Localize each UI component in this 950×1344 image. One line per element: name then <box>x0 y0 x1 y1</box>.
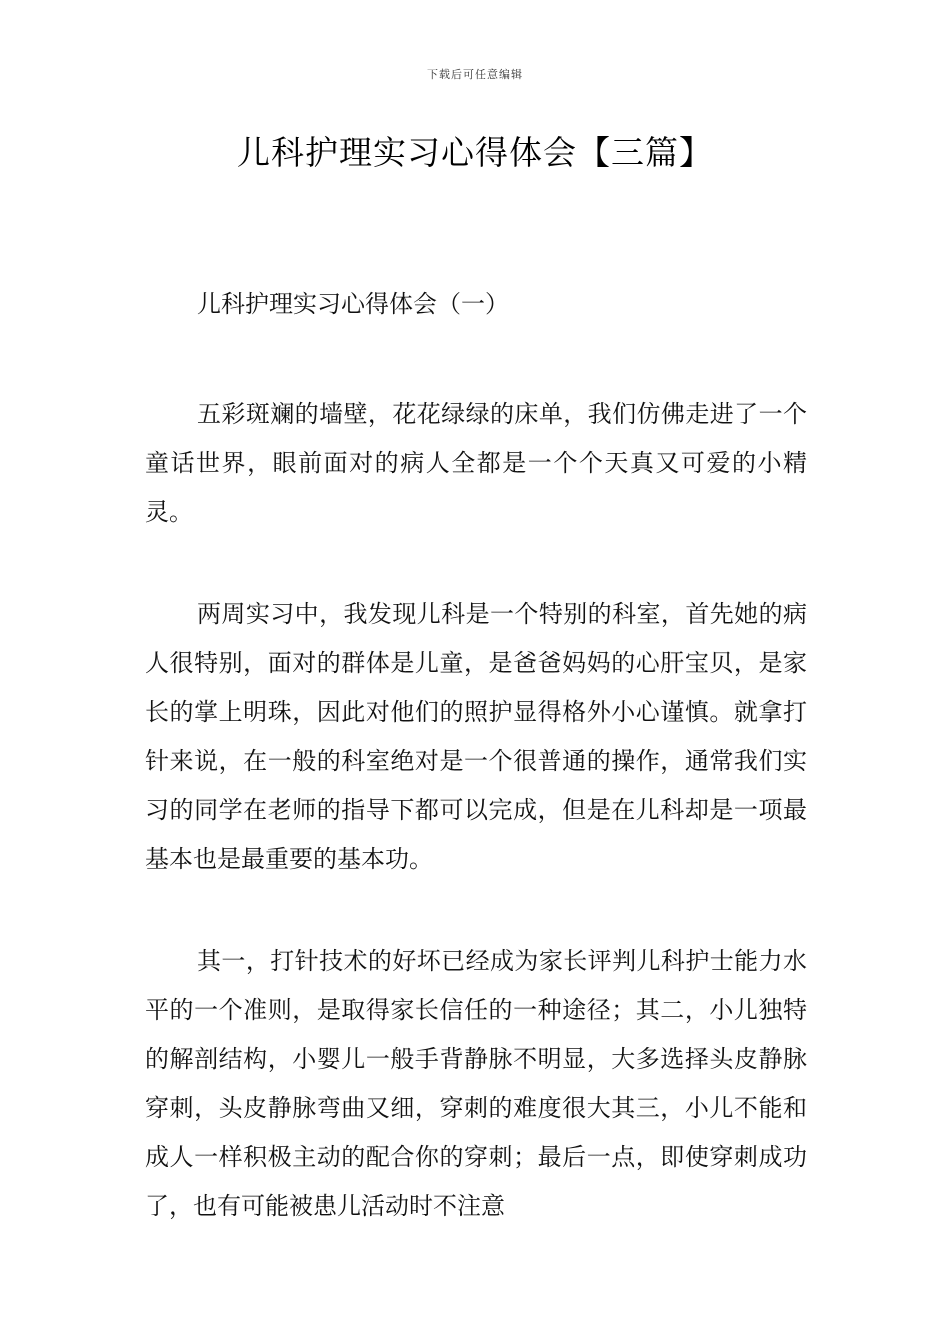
section-heading: 儿科护理实习心得体会（一） <box>197 290 509 318</box>
header-note: 下载后可任意编辑 <box>427 68 523 81</box>
paragraph-1: 五彩斑斓的墙壁，花花绿绿的床单，我们仿佛走进了一个童话世界，眼前面对的病人全都是一个个天真又可爱的小精灵。 <box>145 400 807 526</box>
paragraph-2: 两周实习中，我发现儿科是一个特别的科室，首先她的病人很特别，面对的群体是儿童，是爸爸妈妈的心肝宝贝，是家长的掌上明珠，因此对他们的照护显得格外小心谨慎。就拿打针来说，在一般的科室绝对是一个很普通的操作，通常我们实习的同学在老师的指导下都可以完成，但是在儿科却是一项最基本也是最重要的基本功。 <box>145 600 807 873</box>
paragraph-3: 其一，打针技术的好坏已经成为家长评判儿科护士能力水平的一个准则，是取得家长信任的一种途径；其二，小儿独特的解剖结构，小婴儿一般手背静脉不明显，大多选择头皮静脉穿刺，头皮静脉弯曲又细，穿刺的难度很大其三，小儿不能和成人一样积极主动的配合你的穿刺；最后一点，即使穿刺成功了，也有可能被患儿活动时不注意 <box>145 947 807 1220</box>
document-title: 儿科护理实习心得体会【三篇】 <box>237 133 713 172</box>
document-body <box>145 280 807 1284</box>
